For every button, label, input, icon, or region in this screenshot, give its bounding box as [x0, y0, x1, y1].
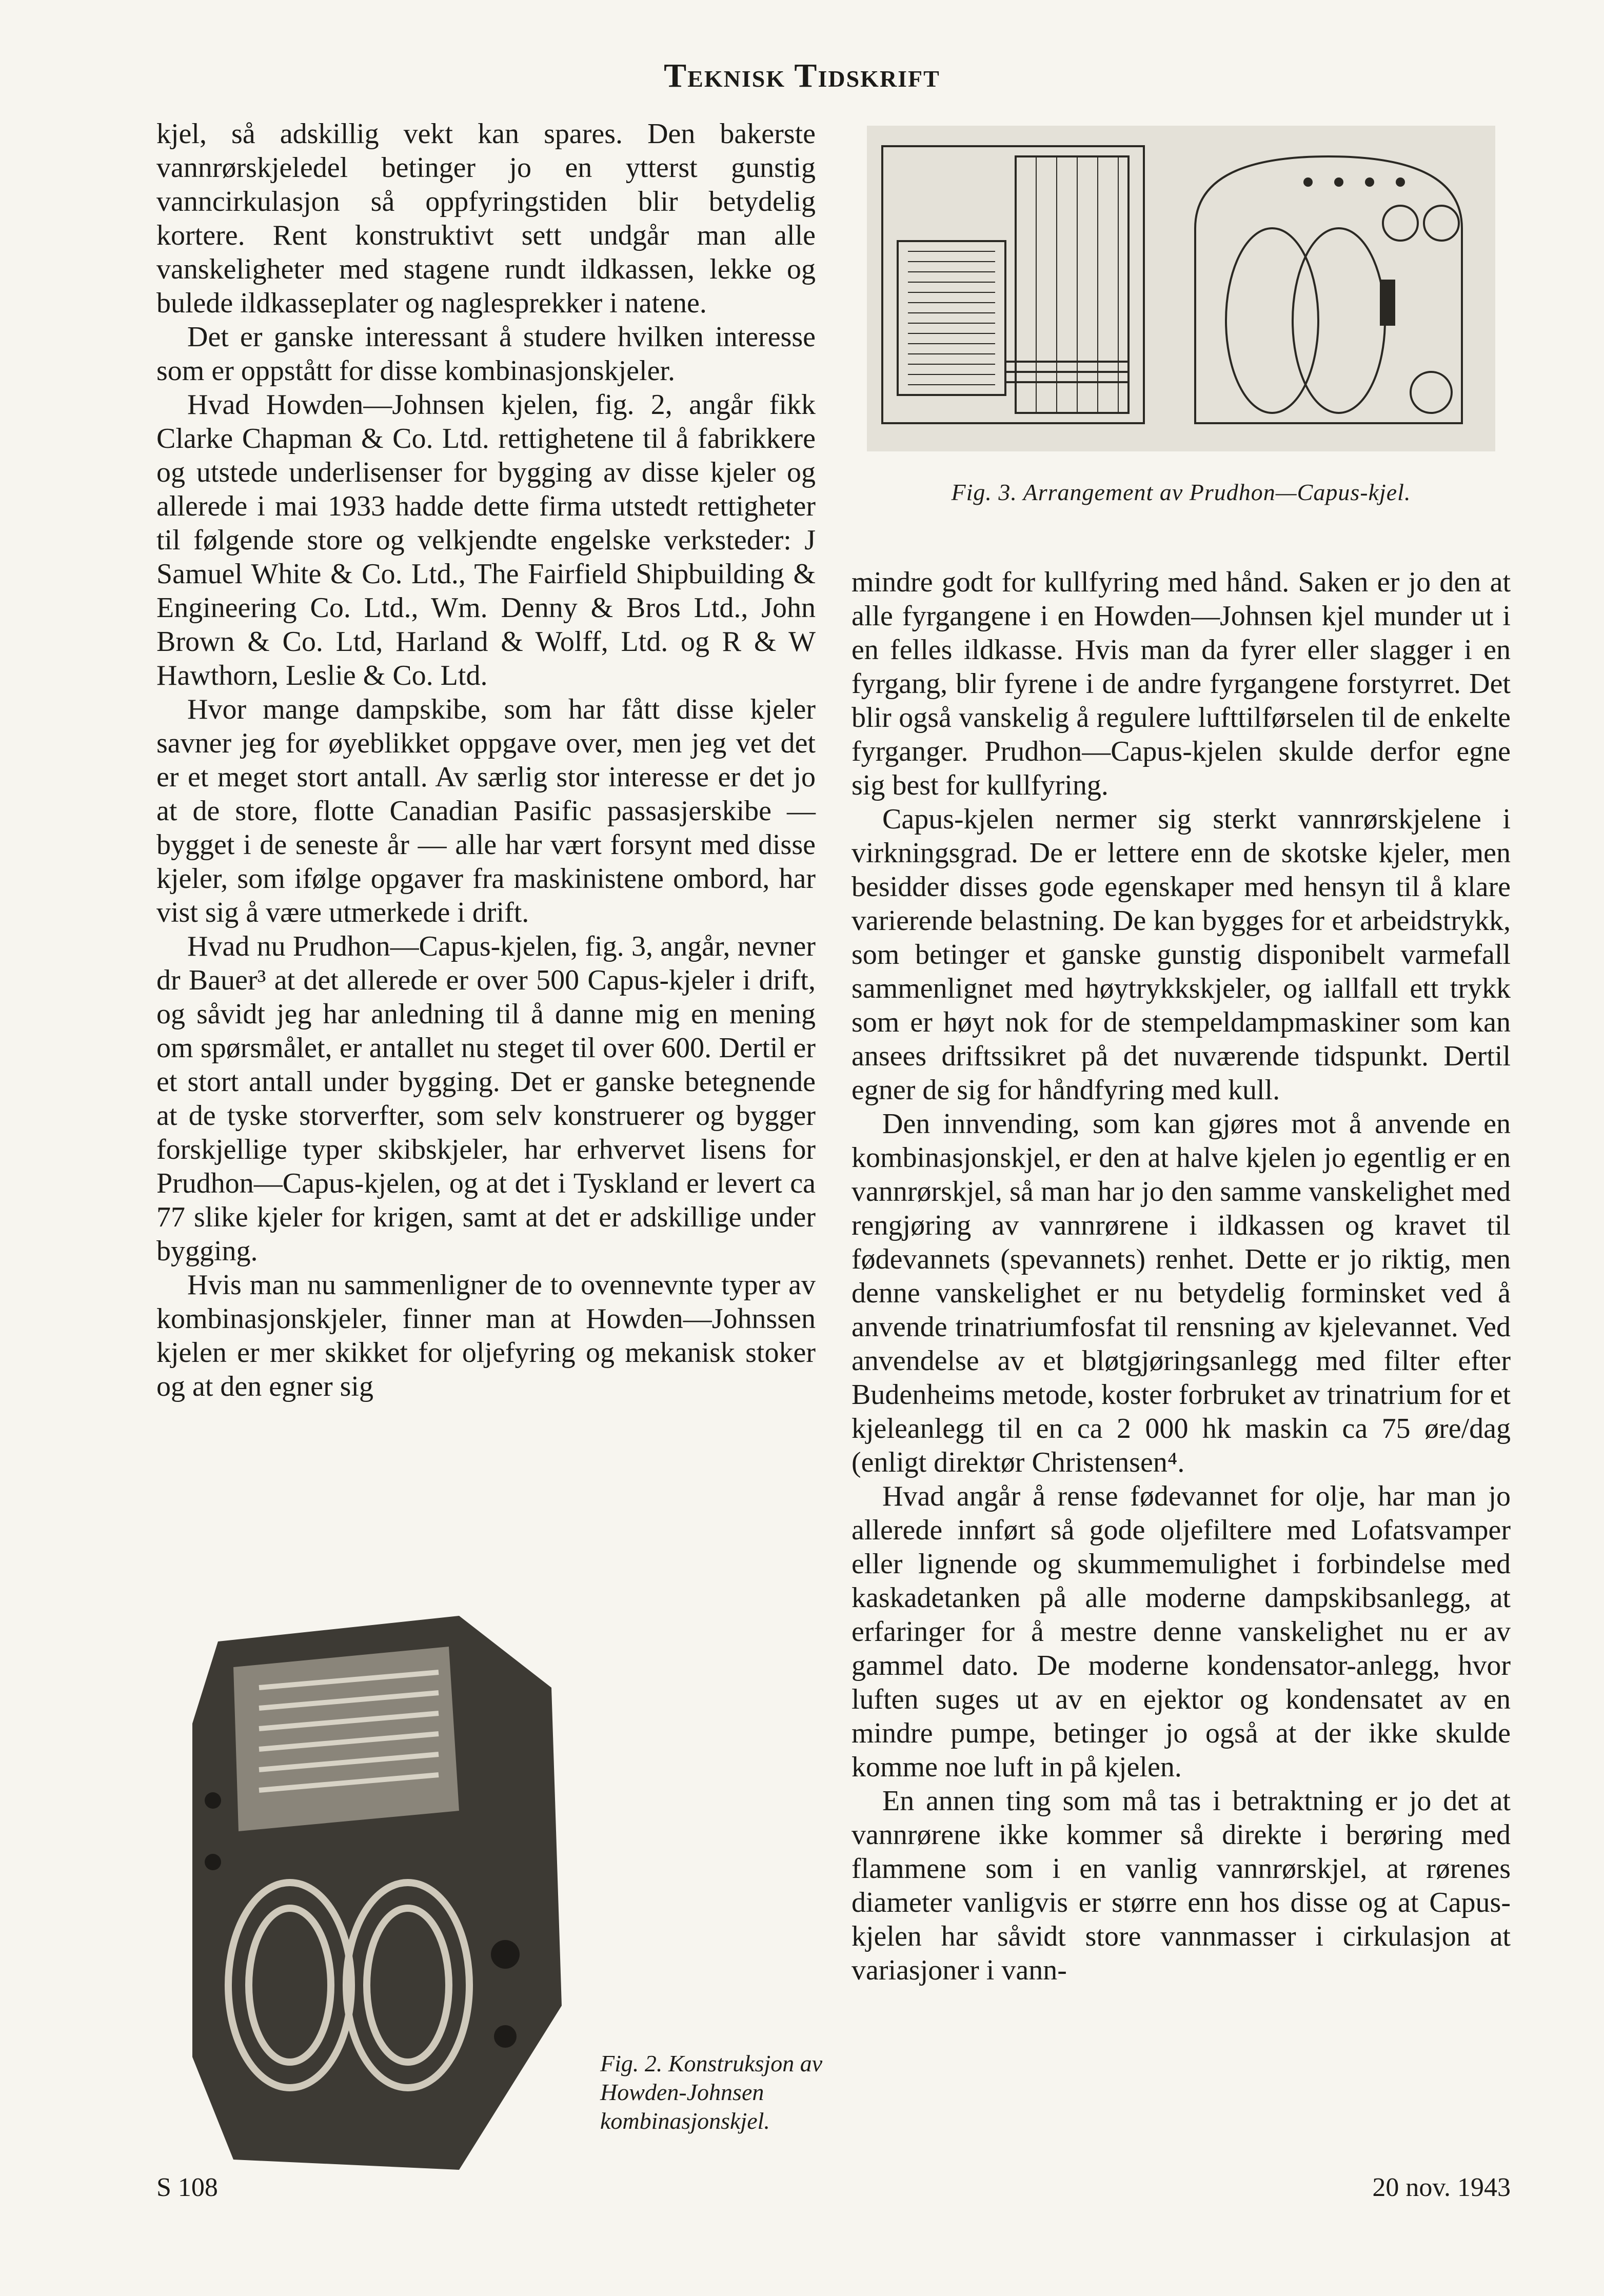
paragraph: Den innvending, som kan gjøres mot å anvende en kombinasjonskjel, er den at halve kjelen jo egentlig er en vannrørskjel, så man har jo den samme vanskelighet med rengjøring av vannrørene i ildkassen og kravet til fødevannets (spevannets) renhet. Dette er jo riktig, men denne vanskelighet er nu betydelig forminsket ved å anvende trinatriumfosfat til rensning av kjelevannet. Ved anvendelse av et bløtgjøringsanlegg med filter efter Budenheims metode, koster forbruket av trinatrium for et kjeleanlegg til en ca 2 000 hk maskin ca 75 øre/dag (enligt direktør Christensen⁴. — [851, 1108, 1511, 1478]
paragraph: Det er ganske interessant å studere hvilken interesse som er oppstått for disse kombinasjonskjeler. — [156, 321, 816, 387]
paragraph: Hvad Howden—Johnsen kjelen, fig. 2, angår fikk Clarke Chapman & Co. Ltd. rettighetene til å fabrikkere og utstede underlisenser for bygging av disse kjeler og allerede i mai 1933 hadde dette firma utstedt rettigheter til følgende store og velkjendte engelske verksteder: J Samuel White & Co. Ltd., The Fairfield Shipbuilding & Engineering Co. Ltd., Wm. Denny & Bros Ltd., John Brown & Co. Ltd, Harland & Wolff, Ltd. og R & W Hawthorn, Leslie & Co. Ltd. — [156, 389, 816, 691]
figure-3-caption: Fig. 3. Arrangement av Prudhon—Capus-kjel. — [951, 479, 1411, 505]
figure-2-illustration — [172, 1595, 598, 2183]
journal-title: Teknisk Tidskrift — [664, 57, 940, 94]
issue-date: 20 nov. 1943 — [1372, 2173, 1511, 2202]
right-column — [851, 565, 1511, 1987]
paragraph: Capus-kjelen nermer sig sterkt vannrørskjelene i virkningsgrad. De er lettere enn de skotske kjeler, men besidder disses gode egenskaper med hensyn til å klare varierende belastning. De kan bygges for et arbeidstrykk, som betinger et ganske gunstig disponibelt varmefall sammenlignet med høytrykkskjeler, og iallfall ett trykk som er høyt nok for de stempeldampmaskiner som kan ansees driftssikret på det nuværende tidspunkt. Dertil egner de sig for håndfyring med kull. — [851, 803, 1511, 1106]
boiler-arrangement-drawing — [867, 126, 1495, 451]
paragraph: mindre godt for kullfyring med hånd. Saken er jo den at alle fyrgangene i en Howden—Johnsen kjel munder ut i en felles ildkasse. Hvis man da fyrer eller slagger i en fyrgang, blir fyrene i de andre fyrgangene forstyrret. Det blir også vanskelig å regulere lufttilførselen til de enkelte fyrganger. Prudhon—Capus-kjelen skulde derfor egne sig best for kullfyring. — [851, 566, 1511, 801]
figure-3-drawing — [867, 126, 1495, 451]
paragraph: kjel, så adskillig vekt kan spares. Den bakerste vannrørskjeledel betinger jo en ytterst gunstig vanncirkulasjon så oppfyringstiden blir betydelig kortere. Rent konstruktivt sett undgår man alle vanskeligheter med stagene rundt ildkassen, lekke og bulede ildkasseplater og naglesprekker i natene. — [156, 118, 816, 319]
paragraph: Hvor mange dampskibe, som har fått disse kjeler savner jeg for øyeblikket oppgave over, men jeg vet det er et meget stort antall. Av særlig stor interesse er det jo at de store, flotte Canadian Pasific passasjerskibe — bygget i de seneste år — alle har vært forsynt med disse kjeler, som ifølge opgaver fra maskinistene ombord, har vist sig å være utmerkede i drift. — [156, 694, 816, 928]
boiler-cutaway-illustration — [172, 1595, 598, 2183]
left-column — [156, 117, 816, 1403]
page-number: S 108 — [156, 2173, 218, 2202]
figure-2-caption: Fig. 2. Konstruksjon av Howden-Johnsen kombinasjonskjel. — [600, 2050, 823, 2134]
paragraph: Hvad angår å rense fødevannet for olje, har man jo allerede innført så gode oljefiltere med Lofatsvamper eller lignende og skummemulighet i forbindelse med kaskadetanken på alle moderne dampskibsanlegg, at erfaringer for å mestre denne vanskelighet nu er av gammel dato. De moderne kondensator-anlegg, hvor luften suges ut av en ejektor og kondensatet av en mindre pumpe, betinger jo også at der ikke skulde komme noe luft in på kjelen. — [851, 1480, 1511, 1783]
paragraph: Hvis man nu sammenligner de to ovennevnte typer av kombinasjonskjeler, finner man at Howden—Johnssen kjelen er mer skikket for oljefyring og mekanisk stoker og at den egner sig — [156, 1269, 816, 1402]
paragraph: Hvad nu Prudhon—Capus-kjelen, fig. 3, angår, nevner dr Bauer³ at det allerede er over 500 Capus-kjeler i drift, og såvidt jeg har anledning til å danne mig en mening om spørsmålet, er antallet nu steget til over 600. Dertil er et stort antall under bygging. Det er ganske betegnende at de tyske storverfter, som selv konstruerer og bygger forskjellige typer skibskjeler, har erhvervet lisens for Prudhon—Capus-kjelen, og at det i Tyskland er levert ca 77 slike kjeler for krigen, samt at det er adskillige under bygging. — [156, 931, 816, 1267]
paragraph: En annen ting som må tas i betraktning er jo det at vannrørene ikke kommer så direkte i berøring med flammene som i en vanlig vannrørskjel, at rørenes diameter vanligvis er større enn hos disse og at Capus-kjelen har såvidt store vannmasser i cirkulasjon at variasjoner i vann- — [851, 1785, 1511, 1986]
